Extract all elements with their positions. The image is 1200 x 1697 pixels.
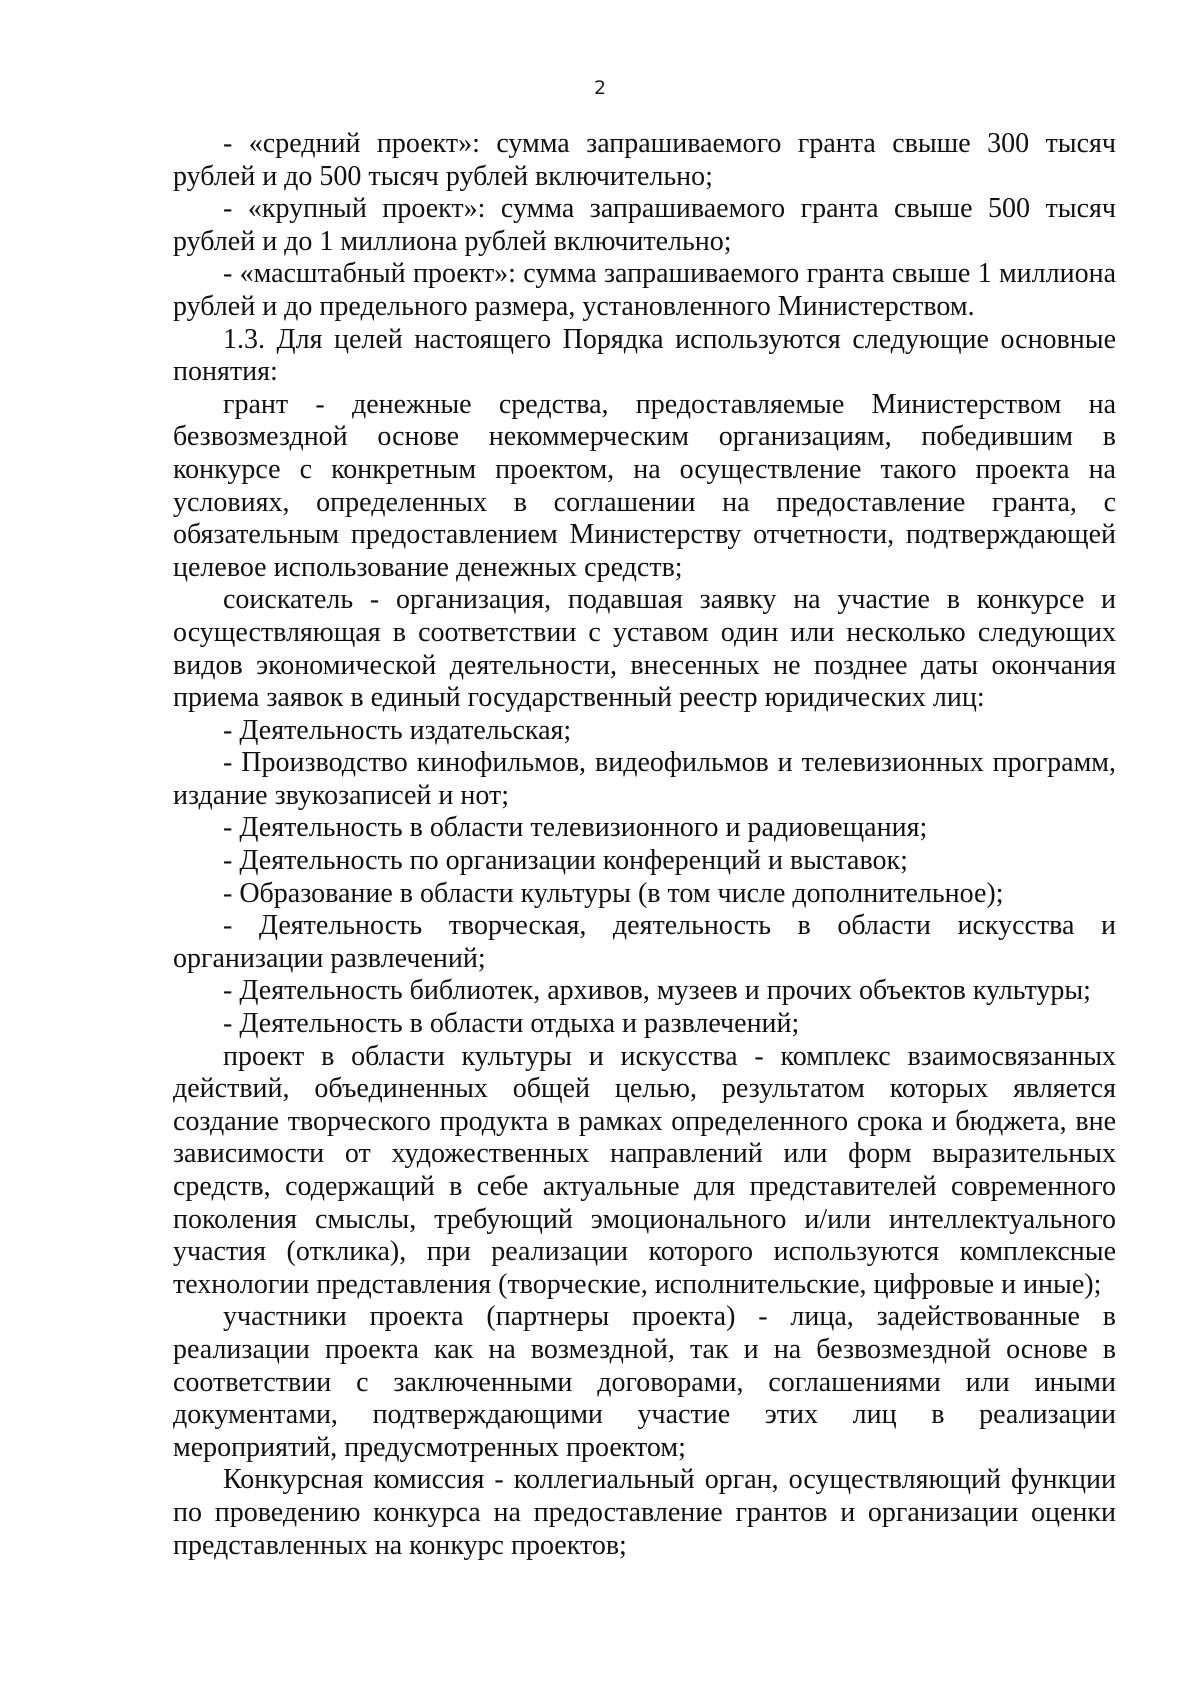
list-item-activity: - Деятельность по организации конференций и выставок; (223, 845, 908, 877)
list-item-activity: - Деятельность издательская; (223, 714, 572, 746)
paragraph-commission-definition: Конкурсная комиссия - коллегиальный орган, осуществляющий функции по проведению конкурса на предоставление грантов и организации оценки представленных на конкурс проектов; (173, 1464, 1116, 1561)
list-item-activity: - Деятельность библиотек, архивов, музеев и прочих объектов культуры; (223, 975, 1091, 1007)
list-item-activity: - Деятельность в области отдыха и развлечений; (223, 1008, 800, 1040)
paragraph-applicant-definition: соискатель - организация, подавшая заявку на участие в конкурсе и осуществляющая в соответствии с уставом один или несколько следующих видов экономической деятельности, внесенных не позднее даты окончания приема заявок в единый государственный реестр юридических лиц: (173, 584, 1116, 714)
paragraph-participants-definition: участники проекта (партнеры проекта) - лица, задействованные в реализации проекта как на возмездной, так и на безвозмездной основе в соответствии с заключенными договорами, соглашениями или иными документами, подтверждающими участие этих лиц в реализации мероприятий, предусмотренных проектом; (173, 1301, 1116, 1463)
paragraph-medium-project: - «средний проект»: сумма запрашиваемого гранта свыше 300 тысяч рублей и до 500 тысяч рублей включительно; (173, 128, 1116, 192)
paragraph-project-definition: проект в области культуры и искусства - комплекс взаимосвязанных действий, объединенных общей целью, результатом которых является создание творческого продукта в рамках определенного срока и бюджета, вне зависимости от художественных направлений или форм выразительных средств, содержащий в себе актуальные для представителей современного поколения смыслы, требующий эмоционального и/или интеллектуального участия (отклика), при реализации которого используются комплексные технологии представления (творческие, исполнительские, цифровые и иные); (173, 1040, 1116, 1300)
list-item-activity: - Образование в области культуры (в том числе дополнительное); (223, 877, 1004, 909)
list-item-activity: - Деятельность творческая, деятельность в области искусства и организации развлечений; (173, 910, 1116, 974)
paragraph-grant-definition: грант - денежные средства, предоставляемые Министерством на безвозмездной основе некоммерческим организациям, победившим в конкурсе с конкретным проектом, на осуществление такого проекта на условиях, определенных в соглашении на предоставление гранта, с обязательным предоставлением Министерству отчетности, подтверждающей целевое использование денежных средств; (173, 388, 1116, 583)
paragraph-large-project: - «крупный проект»: сумма запрашиваемого гранта свыше 500 тысяч рублей и до 1 миллиона рублей включительно; (173, 193, 1116, 257)
paragraph-definitions-intro: 1.3. Для целей настоящего Порядка используются следующие основные понятия: (173, 323, 1116, 388)
list-item-activity: - Деятельность в области телевизионного и радиовещания; (223, 812, 928, 844)
page-number: 2 (593, 77, 607, 99)
document-body (173, 128, 1116, 1562)
list-item-activity: - Производство кинофильмов, видеофильмов и телевизионных программ, издание звукозаписей и нот; (173, 747, 1116, 811)
paragraph-scale-project: - «масштабный проект»: сумма запрашиваемого гранта свыше 1 миллиона рублей и до предельного размера, установленного Министерством. (173, 258, 1116, 322)
